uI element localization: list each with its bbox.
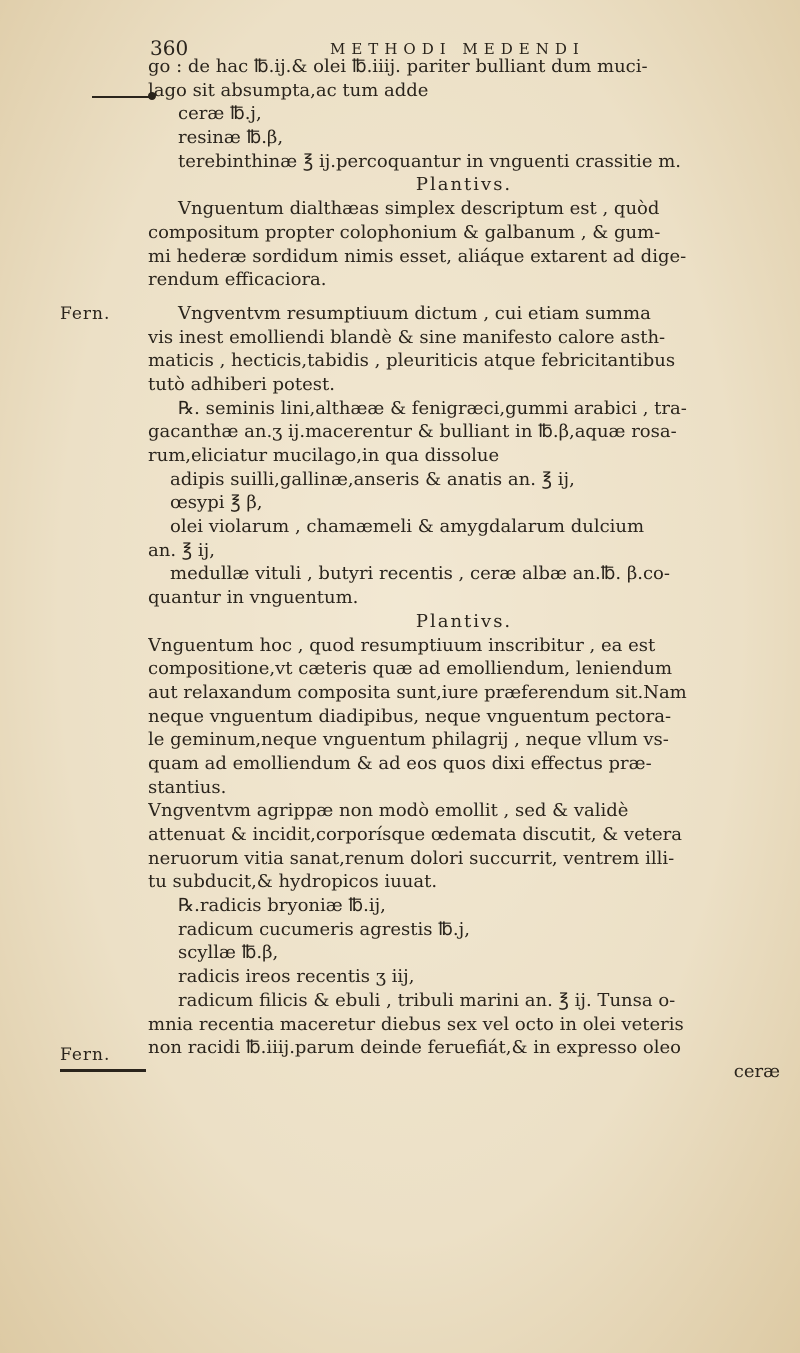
text-line: vis inest emolliendi blandè & sine manifesto calore asth- bbox=[148, 326, 666, 348]
recipe-line: quantur in vnguentum. bbox=[148, 587, 359, 609]
text-line: compositum propter colophonium & galbanum , & gum- bbox=[148, 221, 661, 243]
text-line: go : de hac ℔.ij.& olei ℔.iiij. pariter bulliant dum muci- bbox=[148, 56, 648, 77]
margin-marker-line bbox=[92, 96, 154, 98]
text-line: lago sit absumpta,ac tum adde bbox=[148, 79, 429, 101]
recipe-line: resinæ ℔.β, bbox=[178, 127, 284, 149]
text-line: maticis , hecticis,tabidis , pleuriticis atque febricitantibus bbox=[148, 350, 676, 372]
text-line: attenuat & incidit,corporísque œdemata discutit, & vetera bbox=[148, 824, 682, 845]
recipe-line: an. ℥ ij, bbox=[148, 539, 215, 561]
recipe-line: œsypi ℥ β, bbox=[170, 492, 263, 514]
margin-note-fern-1: Fern. bbox=[60, 304, 111, 324]
text-line: mi hederæ sordidum nimis esset, aliáque extarent ad dige- bbox=[148, 245, 687, 267]
margin-note-fern-2: Fern. bbox=[60, 1045, 111, 1065]
recipe-line: rum,eliciatur mucilago,in qua dissolue bbox=[148, 445, 500, 466]
recipe-line: scyllæ ℔.β, bbox=[178, 942, 279, 964]
text-line: Vnguentum hoc , quod resumptiuum inscribitur , ea est bbox=[148, 634, 656, 656]
recipe-line: ceræ ℔.j, bbox=[178, 103, 262, 125]
recipe-line: radicum filicis & ebuli , tribuli marini an. ℥ ij. Tunsa o- bbox=[178, 989, 676, 1011]
text-line: compositione,vt cæteris quæ ad emolliendum, leniendum bbox=[148, 658, 673, 680]
text-body bbox=[148, 55, 780, 1084]
text-line: neruorum vitia sanat,renum dolori succurrit, ventrem illi- bbox=[148, 847, 675, 869]
text-line: Vngventvm resumptiuum dictum , cui etiam summa bbox=[178, 302, 651, 324]
recipe-line: mnia recentia maceretur diebus sex vel octo in olei veteris bbox=[148, 1013, 684, 1035]
text-line: tutò adhiberi potest. bbox=[148, 373, 335, 395]
section-heading: Plantivs. bbox=[415, 610, 513, 632]
text-line: le geminum,neque vnguentum philagrij , neque vllum vs- bbox=[148, 729, 669, 751]
page-number: 360 bbox=[150, 36, 189, 60]
spacer bbox=[148, 292, 780, 302]
text-line: tu subducit,& hydropicos iuuat. bbox=[148, 871, 438, 893]
text-line: rendum efficaciora. bbox=[148, 269, 327, 291]
text-line: Vngventvm agrippæ non modò emollit , sed & validè bbox=[148, 800, 629, 822]
text-line: Vnguentum dialthæas simplex descriptum est , quòd bbox=[178, 198, 660, 220]
running-title: METHODI MEDENDI bbox=[330, 40, 585, 58]
recipe-line: ℞.radicis bryoniæ ℔.ij, bbox=[178, 895, 386, 917]
recipe-line: medullæ vituli , butyri recentis , ceræ albæ an.℔. β.co- bbox=[170, 563, 670, 585]
recipe-line: ℞. seminis lini,althææ & fenigræci,gummi arabici , tra- bbox=[178, 397, 687, 419]
text-line: stantius. bbox=[148, 776, 227, 798]
recipe-line: radicis ireos recentis ʒ iij, bbox=[178, 966, 415, 988]
recipe-line: terebinthinæ ℥ ij.percoquantur in vnguenti crassitie m. bbox=[178, 150, 682, 172]
catchword: ceræ bbox=[733, 1060, 780, 1082]
text-line: aut relaxandum composita sunt,iure præferendum sit.Nam bbox=[148, 681, 687, 703]
recipe-line: radicum cucumeris agrestis ℔.j, bbox=[178, 918, 470, 940]
section-heading: Plantivs. bbox=[415, 174, 513, 196]
text-line: neque vnguentum diadipibus, neque vnguentum pectora- bbox=[148, 705, 672, 727]
recipe-line: gacanthæ an.ʒ ij.macerentur & bulliant in ℔.β,aquæ rosa- bbox=[148, 421, 677, 443]
recipe-line: olei violarum , chamæmeli & amygdalarum dulcium bbox=[170, 516, 645, 538]
recipe-line: non racidi ℔.iiij.parum deinde feruefiát,& in expresso oleo bbox=[148, 1037, 681, 1059]
margin-rule bbox=[60, 1069, 146, 1072]
text-line: quam ad emolliendum & ad eos quos dixi effectus præ- bbox=[148, 752, 652, 774]
recipe-line: adipis suilli,gallinæ,anseris & anatis an. ℥ ij, bbox=[170, 468, 575, 490]
